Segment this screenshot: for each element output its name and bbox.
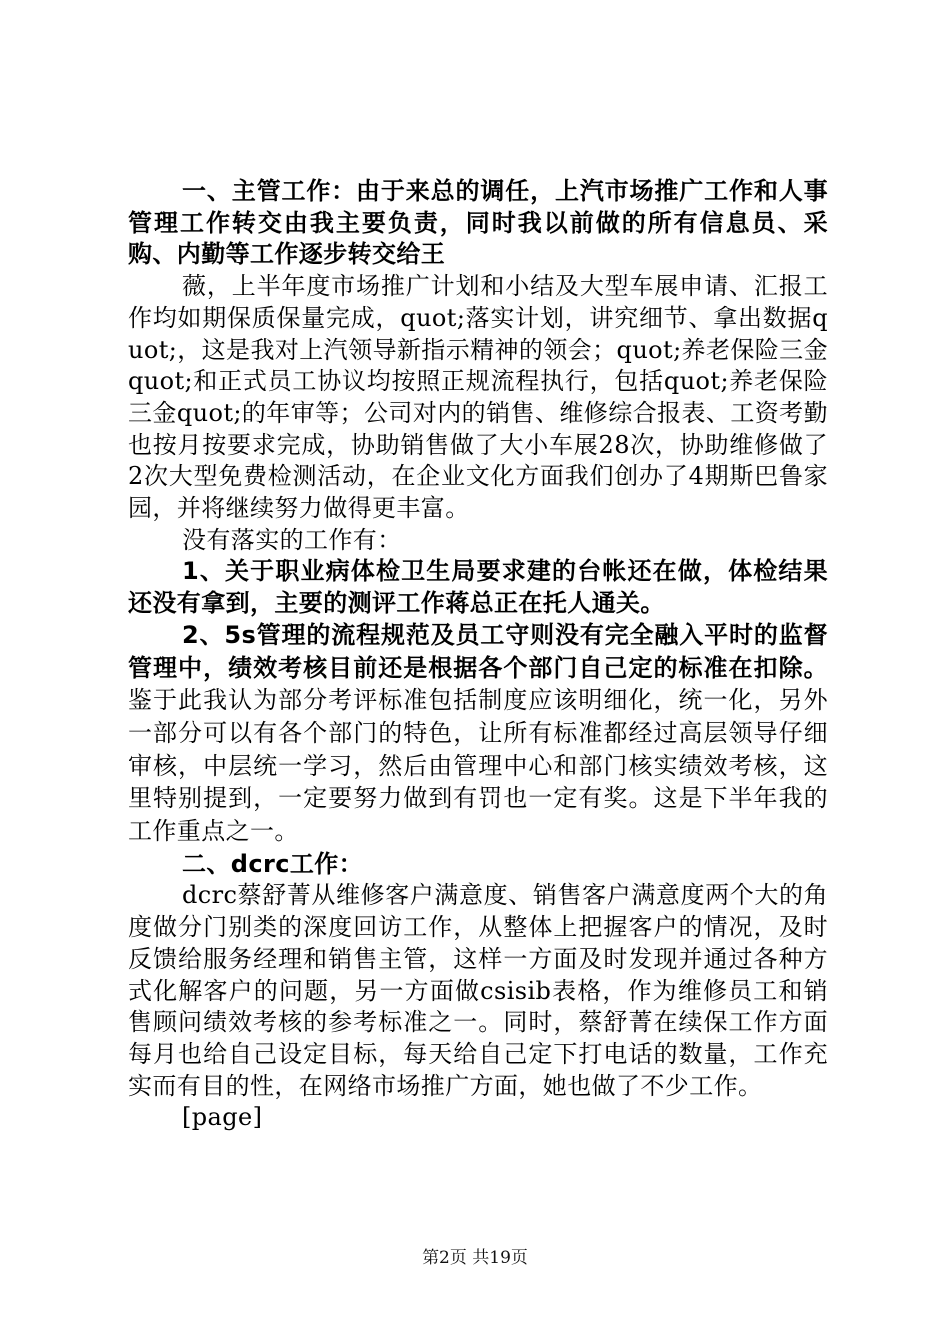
paragraph-7: dcrc蔡舒菁从维修客户满意度、销售客户满意度两个大的角度做分门别类的深度回访工作，从整体上把握客户的情况，及时反馈给服务经理和销售主管，这样一方面及时发现并通过各种方式化解客户的问题，另一方面做csisib表格，作为维修员工和销售顾问绩效考核的参考标准之一。同时，蔡舒菁在续保工作方面每月也给自己设定目标，每天给自己定下打电话的数量，工作充实而有目的性，在网络市场推广方面，她也做了不少工作。 [128,881,828,1100]
paragraph-2: 薇，上半年度市场推广计划和小结及大型车展申请、汇报工作均如期保质保量完成，quot;落实计划，讲究细节、拿出数据quot;，这是我对上汽领导新指示精神的领会；quot;养老保险三金quot;和正式员工协议均按照正规流程执行，包括quot;养老保险三金quot;的年审等；公司对内的销售、维修综合报表、工资考勤也按月按要求完成，协助销售做了大小车展28次，协助维修做了2次大型免费检测活动，在企业文化方面我们创办了4期斯巴鲁家园，并将继续努力做得更丰富。 [128,272,828,523]
paragraph-6: 二、dcrc工作： [182,849,364,878]
paragraph-4: 1、关于职业病体检卫生局要求建的台帐还在做，体检结果还没有拿到，主要的测评工作蒋总正在托人通关。 [128,557,828,618]
paragraph-3: 没有落实的工作有： [182,525,402,554]
document-body [128,176,828,1134]
paragraph-5-regular: 鉴于此我认为部分考评标准包括制度应该明细化，统一化，另外一部分可以有各个部门的特色，让所有标准都经过高层领导仔细审核，中层统一学习，然后由管理中心和部门核实绩效考核，这里特别提到，一定要努力做到有罚也一定有奖。这是下半年我的工作重点之一。 [128,686,828,846]
page-footer: 第2页 共19页 [422,1248,528,1268]
paragraph-1: 一、主管工作：由于来总的调任，上汽市场推广工作和人事管理工作转交由我主要负责，同时我以前做的所有信息员、采购、内勤等工作逐步转交给王 [128,177,828,269]
paragraph-5-bold: 2、5s管理的流程规范及员工守则没有完全融入平时的监督管理中，绩效考核目前还是根据各个部门自己定的标准在扣除。 [128,620,828,682]
paragraph-8: [page] [182,1103,263,1132]
paragraph-5 [128,620,828,849]
